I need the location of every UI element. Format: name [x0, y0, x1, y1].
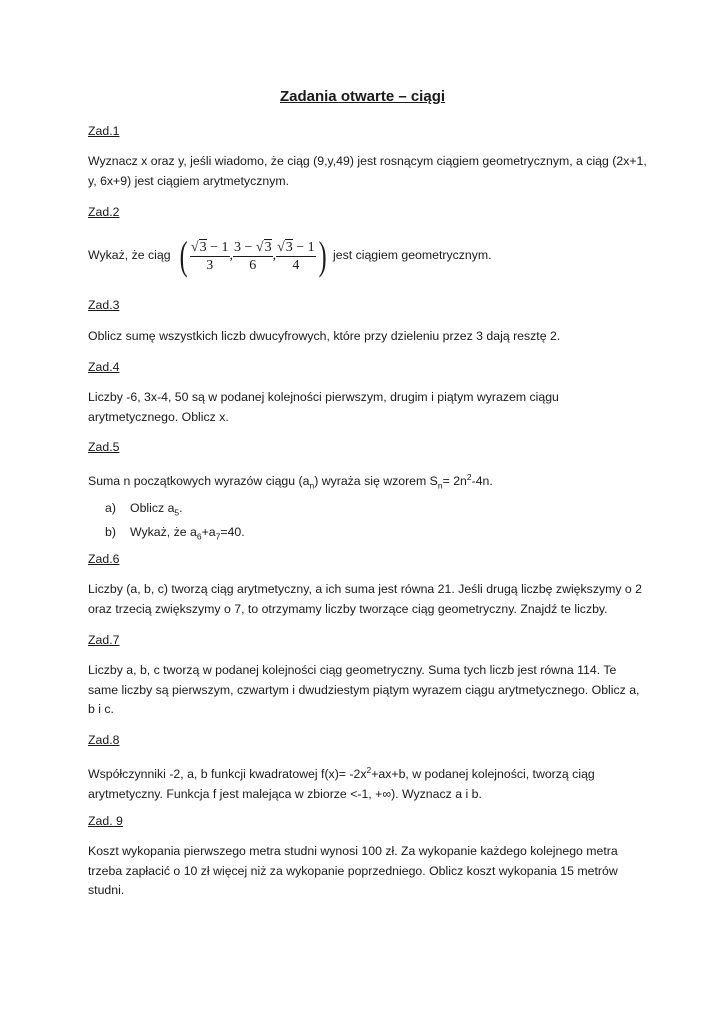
task-9-text: Koszt wykopania pierwszego metra studni wynosi 100 zł. Za wykopanie każdego kolejnego metra trzeba zapłacić o 10 zł więcej niż za wykopanie poprzedniego. Oblicz koszt wykopania 15 metrów studni.	[88, 844, 618, 897]
list-item: a) Oblicz $a_5$.	[105, 501, 183, 518]
sequence-expression: ( $\frac{√3 - 1}{3}$ , $\frac{3 - √3}{6}$ , $\frac{√3 - 1}{4}$ )	[179, 233, 327, 278]
task-2-heading: Zad.2	[88, 205, 120, 219]
page-title: Zadania otwarte – ciągi	[279, 88, 446, 105]
task-8-heading: Zad.8	[88, 733, 120, 747]
task-5-subtasks	[105, 499, 245, 547]
task-2-text	[88, 234, 648, 278]
task-8-text: Współczynniki -2, a, b funkcji kwadratowej $f(x)= -2x^2+ax+b$, w podanej kolejności, tworzą ciąg arytmetyczny. Funkcja f jest malejąca w zbiorze <-1, +∞). Wyznacz a i b.	[88, 765, 595, 801]
task-7-text: Liczby a, b, c tworzą w podanej kolejności ciąg geometryczny. Suma tych liczb jest równa 114. Te same liczby są pierwszym, czwartym i dwudziestym piątym wyrazem ciągu arytmetycznego. Oblicz a, b i c.	[88, 663, 640, 716]
task-3-heading: Zad.3	[88, 298, 120, 312]
task-6-heading: Zad.6	[88, 552, 120, 566]
task-9-heading: Zad. 9	[88, 814, 123, 828]
task-1-text: Wyznacz x oraz y, jeśli wiadomo, że ciąg (9,y,49) jest rosnącym ciągiem geometrycznym, a ciąg (2x+1, y, 6x+9) jest ciągiem arytmetycznym.	[88, 154, 647, 188]
task-2-text-after: jest ciągiem geometrycznym.	[333, 248, 492, 263]
task-2-text-before: Wykaż, że ciąg	[88, 248, 171, 263]
task-3-text: Oblicz sumę wszystkich liczb dwucyfrowych, które przy dzieleniu przez 3 dają resztę 2.	[88, 329, 561, 343]
task-4-text: Liczby -6, 3x-4, 50 są w podanej kolejności pierwszym, drugim i piątym wyrazem ciągu arytmetycznego. Oblicz x.	[88, 390, 559, 424]
task-6-text: Liczby (a, b, c) tworzą ciąg arytmetyczny, a ich suma jest równa 21. Jeśli drugą liczbę zwiększymy o 2 oraz trzecią zwiększymy o 7, to otrzymamy liczby tworzące ciąg geometryczny. Znajdź te liczby.	[88, 582, 643, 616]
fraction-2: $\frac{3 - √3}{6}$	[234, 239, 272, 273]
task-5-text: Suma n początkowych wyrazów ciągu $(a_n)$ wyraża się wzorem $S_n= 2n^2-4n$.	[88, 472, 493, 491]
task-7-heading: Zad.7	[88, 633, 120, 647]
task-5-heading: Zad.5	[88, 440, 120, 454]
fraction-3: $\frac{√3 - 1}{4}$	[277, 239, 315, 273]
left-paren: (	[179, 233, 188, 278]
task-4-heading: Zad.4	[88, 360, 120, 374]
list-item: b) Wykaż, że $a_6+a_7=40$.	[105, 524, 245, 542]
fraction-1: $\frac{√3 - 1}{3}$	[190, 239, 229, 273]
task-1-heading: Zad.1	[88, 124, 120, 138]
right-paren: )	[318, 233, 327, 278]
